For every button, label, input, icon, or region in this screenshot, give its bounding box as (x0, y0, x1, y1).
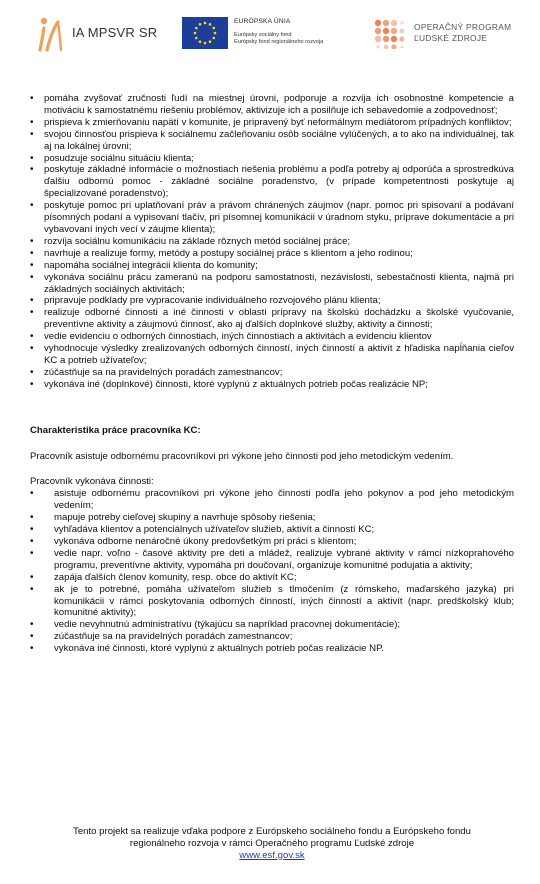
list-item: • poskytuje pomoc pri uplatňovaní práv a právom chránených záujmov (napr. pomoc pri spisovaní a podávaní písomných podaní a vypisovaní tlačív, pri písomnej komunikácii v úradnom styku, príprave dokumentácie a pri vybavovaní iných vecí v záujme klienta); (30, 200, 514, 236)
list-item: • zúčastňuje sa na pravidelných poradách zamestnancov; (30, 367, 514, 379)
list-item: • vedie nevyhnutnú administratívu (týkajúcu sa napríklad pracovnej dokumentácie); (30, 619, 514, 631)
eu-flag-icon (182, 17, 228, 49)
page-footer (30, 826, 514, 862)
list-item: • ak je to potrebné, pomáha užívateľom služieb s tlmočením (z rómskeho, maďarského jazyka) pri komunikácii v rámci poskytovania odborných činností, iných činností a aktivít (napr. predškolský klub; komunitné aktivity); (30, 584, 514, 620)
list-item: • vedie napr. voľno - časové aktivity pre deti a mládež, realizuje vybrané aktivity v rámci nízkoprahového programu, preventívne aktivity, vypomáha pri doučovaní, organizuje komunitné podujatia a aktivity; (30, 548, 514, 572)
list-item: • navrhuje a realizuje formy, metódy a postupy sociálnej práce s klientom a jeho rodinou; (30, 248, 514, 260)
list-item: • zúčastňuje sa na pravidelných poradách zamestnancov; (30, 631, 514, 643)
intro-paragraph: Pracovník asistuje odbornému pracovníkovi pri výkone jeho činnosti pod jeho metodickým vedením. (30, 450, 454, 462)
eu-funds (234, 32, 323, 46)
list-item: • rozvíja sociálnu komunikáciu na základe rôznych metód sociálnej práce; (30, 236, 514, 248)
list-item: • pripravuje podklady pre vypracovanie individuálneho rozvojového plánu klienta; (30, 295, 514, 307)
ia-mpsvr-logo (38, 16, 158, 52)
document-body (30, 93, 514, 655)
op-ludske-zdroje-logo (374, 16, 514, 52)
op-line1: OPERAČNÝ PROGRAM (414, 22, 512, 32)
op-logo-text (414, 22, 511, 44)
list-item: • vykonáva odborne nenáročné úkony predovšetkým pri práci s klientom; (30, 536, 514, 548)
activities-list-1 (30, 93, 514, 391)
section-heading: Charakteristika práce pracovníka KC: (30, 424, 201, 436)
footer-line2: regionálneho rozvoja v rámci Operačného programu Ľudské zdroje (129, 838, 415, 849)
eu-title: EURÓPSKA ÚNIA (234, 18, 291, 25)
list-item: • zapája ďalších členov komunity, resp. obce do aktivít KC; (30, 572, 514, 584)
esf-link[interactable]: www.esf.gov.sk (239, 850, 305, 861)
list-item: • posudzuje sociálnu situáciu klienta; (30, 153, 514, 165)
op-logo-icon (374, 19, 404, 49)
page-header (0, 14, 540, 56)
op-line2: ĽUDSKÉ ZDROJE (414, 33, 488, 43)
list-item: • realizuje odborné činnosti a iné činnosti v oblasti prípravy na školskú dochádzku a školské vyučovanie, preventívne aktivity a záujmovú činnosť, ako aj ďalších doplnkové služby, aktivity a činnosti; (30, 307, 514, 331)
activities-intro: Pracovník vykonáva činnosti: (30, 476, 154, 488)
footer-line1: Tento projekt sa realizuje vďaka podpore z Európskeho sociálneho fondu a Európskeho fondu (73, 826, 471, 837)
list-item: • vykonáva sociálnu prácu zameranú na podporu samostatnosti, nezávislosti, sebestačnosti klienta, najmä pri základných sociálnych aktivitách; (30, 272, 514, 296)
list-item: • mapuje potreby cieľovej skupiny a navrhuje spôsoby riešenia; (30, 512, 514, 524)
list-item: • svojou činnosťou prispieva k sociálnemu začleňovaniu osôb sociálne vylúčených, a to ako na individuálnej, tak aj na lokálnej úrovni; (30, 129, 514, 153)
list-item: • vykonáva iné činnosti, ktoré vyplynú z aktuálnych potrieb počas realizácie NP. (30, 643, 514, 655)
list-item: • prispieva k zmierňovaniu napätí v komunite, je pripravený byť neformálnym mediátorom prípadných konfliktov; (30, 117, 514, 129)
list-item: • asistuje odbornému pracovníkovi pri výkone jeho činnosti podľa jeho pokynov a pod jeho metodickým vedením; (30, 488, 514, 512)
eu-fund-line2: Európsky fond regionálneho rozvoja (234, 39, 324, 45)
list-item: • poskytuje základné informácie o možnostiach riešenia problému a podľa potreby aj odporúča a sprostredkúva ďalšiu odbornú pomoc - základné sociálne poradenstvo, (v prípade kompetentnosti poskytuje aj špecializované poradenstvo); (30, 164, 514, 200)
eu-logo (182, 16, 352, 52)
eu-fund-line1: Európsky sociálny fond (234, 32, 292, 38)
list-item: • vykonáva iné (doplnkové) činnosti, ktoré vyplynú z aktuálnych potrieb počas realizácie NP; (30, 379, 514, 391)
ia-logo-icon (38, 16, 62, 52)
ia-logo-text: IA MPSVR SR (72, 25, 158, 40)
activities-list-2 (30, 488, 514, 655)
list-item: • vyhodnocuje výsledky zrealizovaných odborných činností, iných činností a aktivít z hľadiska napĺňania cieľov KC a potrieb užívateľov; (30, 343, 514, 367)
list-item: • pomáha zvyšovať zručnosti ľudí na miestnej úrovni, podporuje a rozvíja ich osobnostné kompetencie a motiváciu k samostatnému riešeniu problémov, aktivizuje ich a posilňuje ich sebavedomie a zodpovednosť; (30, 93, 514, 117)
list-item: • vyhľadáva klientov a potenciálnych užívateľov služieb, aktivít a činností KC; (30, 524, 514, 536)
list-item: • vedie evidenciu o odborných činnostiach, iných činnostiach a aktivitách a evidenciu klientov (30, 331, 514, 343)
list-item: • napomáha sociálnej integrácii klienta do komunity; (30, 260, 514, 272)
